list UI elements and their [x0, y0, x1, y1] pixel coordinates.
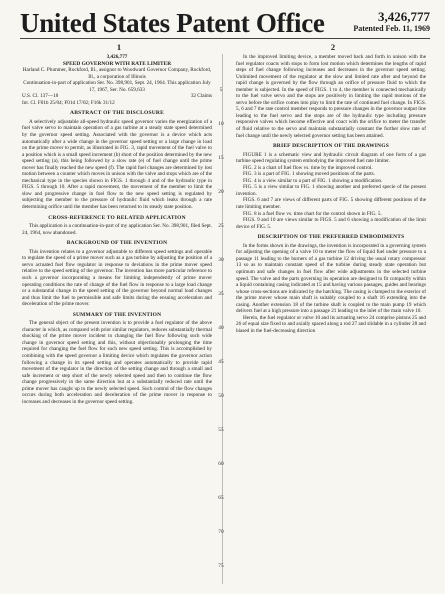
line-number: 55	[218, 427, 224, 433]
line-number: 5	[219, 87, 223, 93]
line-number: 45	[218, 359, 224, 365]
summary-text: The general object of the present invention is to provide a fuel regulator of the above character in which, as compared with prior similar regulators, reduces substantially thermal shocking of the prime mover incident to changing the fuel flow following such wide change in governor speed setting and this, without objectionably prolonging the time required for changing the fuel flow for such new speed setting. This is accomplished by combining with the speed governor a limiting device which regulates the governor action following a change in its speed setting and operates automatically to provide rapid movement of the regulator in the direction of the setting change and through a small and safe increment or step short of the newly selected speed and then to continue the flow change progressively in the same direction but at a substantially reduced rate until the prime mover has caught up to the newly selected speed. Such control of the flow changes occurs during both acceleration and deceleration of the prime mover in response to increases and decreases in the governor speed setting.	[22, 320, 212, 405]
summary-heading: SUMMARY OF THE INVENTION	[72, 311, 162, 318]
line-number: 20	[218, 189, 224, 195]
patent-number: 3,426,777	[378, 9, 430, 24]
us-cl: U.S. Cl. 137—18	[22, 93, 59, 100]
summary-continued-text: In the improved limiting device, a member moved back and forth in unison with the fuel regulator coacts with stops to form lost motion which determines the lengths of rapid steps of fuel change following increases and decreases in the governor speed setting. Unlimited movement of the regulator at the slow and limited rate after and beyond the rapid change is governed by the flow through an orifice of pressure fluid to which the member is subjected. In the speed of FIGS. 1 to 4, the member is connected mechanically to the fuel valve servo and the stops are positively in limiting the rapid motions of the servo before the orifice comes into play to limit the rate of continued fuel change. In FIGS. 5, 6 and 7 the rate control member responds to pressure changes in the governor output line leading to the fuel servo and the stops are of the hydraulic type including pressure responsive valves which become effective and coact with the orifice to meter the transfer of fluid relative to the servo and maintain substantially constant the further slow rate of fuel change until the newly selected governor setting has been attained.	[236, 54, 426, 139]
drawing-item: FIG. 3 is a part of FIG. 1 showing moved positions of the parts.	[243, 171, 375, 178]
patented-date: Patented Feb. 11, 1969	[353, 24, 430, 33]
office-title: United States Patent Office	[20, 8, 325, 38]
cross-reference-heading: CROSS-REFERENCE TO RELATED APPLICATION	[48, 214, 186, 221]
int-classification: Int. Cl. F01b 25/04; F01d 17/02; F16k 31/12	[22, 99, 115, 106]
drawing-item: FIG. 5 is a view similar to FIG. 1 showing another and preferred specie of the present invention.	[236, 184, 426, 197]
line-number: 25	[218, 223, 224, 229]
column-number-left: 1	[116, 42, 122, 52]
line-number: 70	[218, 529, 224, 535]
drawing-item: FIGURE 1 is a schematic view and hydraulic circuit diagram of one form of a gas turbine speed regulating system embodying the improved fuel rate limiter.	[236, 151, 426, 165]
line-number: 60	[218, 461, 224, 467]
front-matter	[22, 54, 212, 106]
column-number-right: 2	[330, 42, 336, 52]
column-right	[236, 54, 426, 586]
column-left	[22, 54, 212, 586]
patent-title: SPEED GOVERNOR WITH RATE LIMITER	[62, 60, 172, 67]
drawings-heading: BRIEF DESCRIPTION OF THE DRAWINGS	[272, 143, 390, 150]
front-patent-number: 3,426,777	[106, 54, 128, 60]
preferred-heading: DESCRIPTION OF THE PREFERRED EMBODIMENTS	[257, 234, 405, 241]
line-number: 15	[218, 155, 224, 161]
drawing-item: FIGS. 6 and 7 are views of different parts of FIG. 5 showing different positions of the rate limiting member.	[236, 197, 426, 211]
line-number: 35	[218, 291, 224, 297]
header-rule	[20, 38, 430, 39]
line-number: 30	[218, 257, 224, 263]
claims-count: 32 Claims	[190, 93, 212, 100]
background-text: This invention relates to a governor adjustable to different speed settings and operable to regulate the speed of a prime mover such as a gas turbine by adjusting the position of a servo actuated fuel flow regulator in response to deviations in the prime mover speed relative to the speed setting of the governor. The invention has more particular reference to such a governor incorporating a means for limiting independently of prime mover operating conditions the rate of change of the fuel flow in response to a large load change or a substantial change in the speed setting of the governor beyond normal load changes and thus limit the fuel to permissible and safe limits during the ensuing acceleration and deceleration of the prime mover.	[22, 248, 212, 308]
line-number: 40	[218, 325, 224, 331]
page-header	[20, 8, 430, 36]
drawing-item: FIG. 8 is a fuel flow vs. time chart for the control shown in FIG. 5.	[243, 210, 382, 217]
inventors: Harland C. Plummer, Rockford, Ill., assignor to Woodward Governor Company, Rockford, Ill., a corporation of Illinois	[22, 67, 212, 80]
line-number: 10	[218, 121, 224, 127]
line-number: 75	[218, 563, 224, 569]
drawing-item: FIG. 4 is a view similar to a part of FIG. 1 showing a modification.	[243, 177, 383, 184]
abstract-heading: ABSTRACT OF THE DISCLOSURE	[70, 110, 164, 117]
preferred-text-2: Herein, the fuel regulator or valve 10 and its actuating servo 24 comprise pistons 25 and 26 of equal size fixed to and axially spaced along a rod 27 and slidable in a cylinder 28 and biased in the fuel-decreasing direction	[236, 314, 426, 334]
filing-info: Continuation-in-part of application Ser. No. 398,901, Sept. 24, 1964. This application July 17, 1967, Ser. No. 659,633	[23, 80, 211, 93]
line-number: 65	[218, 495, 224, 501]
cross-reference-text: This application is a continuation-in-part of my application Ser. No. 398,901, filed Sept. 24, 1964, now abandoned.	[22, 223, 212, 236]
abstract-text: A selectively adjustable all-speed hydraulic speed governor varies the energization of a fuel valve servo to maintain operation of a gas turbine at a steady state speed determined by the governor speed setting. Associated with the governor is a device which acts automatically after a wide change in the governor speed setting or a large change in load on the prime mover to permit, as illustrated in FIG. 3, rapid movement of the fuel valve to a position which is a small speed increment (b) short of the position determined by the new speed setting (a), this being followed by a slow rate (e) of fuel change until the prime mover has finally reached the new speed (f). The rapid fuel changes are determined by lost motion between a counter which moves in unison with the valve and stops which are of the mechanical type in the species shown in FIGS. 1 through 4 and of the hydraulic type in FIGS. 5 through 10. After a rapid movement, the movement of the member to limit the slow and progressive change in fuel flow to the new speed setting is regulated by subjecting the member to the pressure of hydraulic fluid which leaks through a rate determining orifice until the member has been returned to its steady state position.	[22, 118, 212, 211]
drawing-item: FIGS. 9 and 10 are views similar to FIGS. 5 and 6 showing a modification of the limit device of FIG. 5.	[236, 217, 426, 230]
line-number: 50	[218, 393, 224, 399]
background-heading: BACKGROUND OF THE INVENTION	[66, 240, 168, 247]
column-divider	[222, 54, 223, 584]
drawing-item: FIG. 2 is a chart of fuel flow vs. time by the improved control.	[243, 164, 373, 171]
preferred-text: In the forms shown in the drawings, the invention is incorporated in a governing system for adjusting the opening of a valve 10 to meter the flow of liquid fuel under pressure to a passage 11 leading to the burners of a gas turbine 12 driving the usual rotary compressor 13 so as to maintain constant speed of the turbine during steady state operation but optimum and safe changes in fuel flow after wide adjustments in the selected turbine speed. The valve and the parts governing its operation are designed to fit compactly within a liquid containing casing indicated at 15 and having various passages, guides and bearings whose cross-sections are indicated by the hatching. The casing is clamped to the exterior of the prime mover whose main shaft is suitably coupled to a shaft 16 extending into the casing. Another extension 18 of the turbine shaft is coupled to the main pump 19 which delivers fuel at a high pressure into a passage 21 leading to the inlet of the main valve 10.	[236, 242, 426, 315]
